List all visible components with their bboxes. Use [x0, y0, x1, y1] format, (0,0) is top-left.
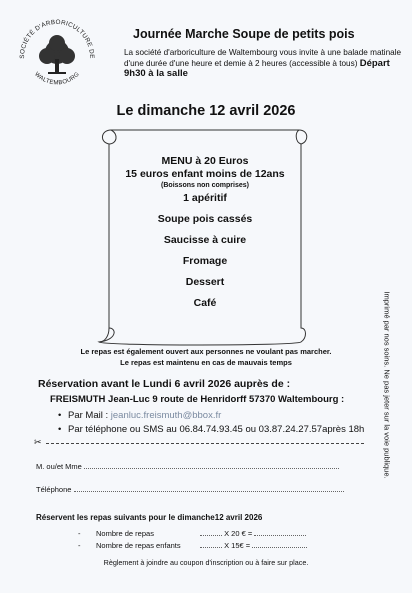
bullet-icon: •: [58, 424, 62, 435]
menu-block: [110, 155, 300, 310]
menu-item: Dessert: [185, 276, 225, 288]
child-row-calc: X 15€ =: [224, 541, 251, 550]
note-bad-weather: Le repas est maintenu en cas de mauvais temps: [120, 358, 292, 367]
logo-text-bottom: WALTEMBOURG: [33, 71, 81, 87]
meal-total-input[interactable]: [254, 529, 306, 536]
phone-field-label: Téléphone: [36, 485, 72, 494]
reservation-address: FREISMUTH Jean-Luc 9 route de Henridorff 57370 Waltembourg :: [50, 394, 345, 405]
depart-text: Départ 9h30 à la salle: [124, 57, 390, 79]
phone-line: [58, 424, 364, 435]
side-print-text: Imprimé par nos soins. Ne pas jeter sur la voie publique.: [382, 291, 392, 479]
reserve-heading: Réservent les repas suivants pour le dimanche12 avril 2026: [36, 513, 263, 522]
logo-text-top: SOCIÉTÉ D'ARBORICULTURE DE: [18, 18, 96, 59]
phone-numbers: 06.84.74.93.45 ou 03.87.24.27.57: [179, 424, 323, 435]
phone-label: Par téléphone ou SMS au: [68, 424, 180, 435]
meal-row: [78, 529, 306, 538]
tree-logo: [14, 14, 100, 100]
menu-child-price: 15 euros enfant moins de 12ans: [125, 168, 285, 180]
note-open-to-all: Le repas est également ouvert aux personnes ne voulant pas marcher.: [80, 347, 332, 356]
child-total-input[interactable]: [252, 541, 307, 548]
meal-row-label: Nombre de repas: [96, 529, 154, 538]
mail-link[interactable]: jeanluc.freismuth@bbox.fr: [110, 410, 222, 421]
row-dash: -: [78, 529, 81, 538]
phone-field: [36, 485, 344, 494]
menu-item: Saucisse à cuire: [163, 234, 247, 246]
event-date: Le dimanche 12 avril 2026: [116, 103, 296, 119]
menu-item: Fromage: [182, 255, 228, 267]
side-print-note: [377, 265, 397, 505]
menu-item: 1 apéritif: [183, 192, 227, 204]
phone-input-line[interactable]: [74, 485, 344, 492]
phone-after: après 18h: [322, 424, 365, 435]
child-count-input[interactable]: [200, 541, 222, 548]
name-label: M. ou/et Mme: [36, 462, 82, 471]
row-dash: -: [78, 541, 81, 550]
menu-drinks-note: (Boissons non comprises): [161, 182, 249, 189]
child-meal-row: [78, 541, 307, 550]
payment-note: Règlement à joindre au coupon d'inscription ou à faire sur place.: [103, 558, 309, 567]
bullet-icon: •: [58, 410, 62, 421]
page-title: Journée Marche Soupe de petits pois: [133, 27, 355, 41]
meal-count-input[interactable]: [200, 529, 222, 536]
menu-item: Café: [193, 297, 217, 309]
name-input-line[interactable]: [84, 462, 339, 469]
meal-row-calc: X 20 € =: [224, 529, 253, 538]
intro-paragraph: [124, 48, 404, 80]
reservation-heading: Réservation avant le Lundi 6 avril 2026 auprès de :: [38, 378, 291, 390]
child-row-label: Nombre de repas enfants: [96, 541, 181, 550]
cut-line: [46, 443, 364, 444]
name-field: [36, 462, 339, 471]
menu-price: MENU à 20 Euros: [161, 155, 249, 167]
scissors-icon: ✂: [34, 437, 42, 447]
intro-text: La société d'arboriculture de Waltembourg vous invite à une balade matinale d'une durée d'une heure et demie à 2 heures (accessible à tous): [124, 48, 402, 68]
mail-line: [58, 410, 221, 421]
mail-label: Par Mail :: [68, 410, 111, 421]
menu-item: Soupe pois cassés: [157, 213, 253, 225]
